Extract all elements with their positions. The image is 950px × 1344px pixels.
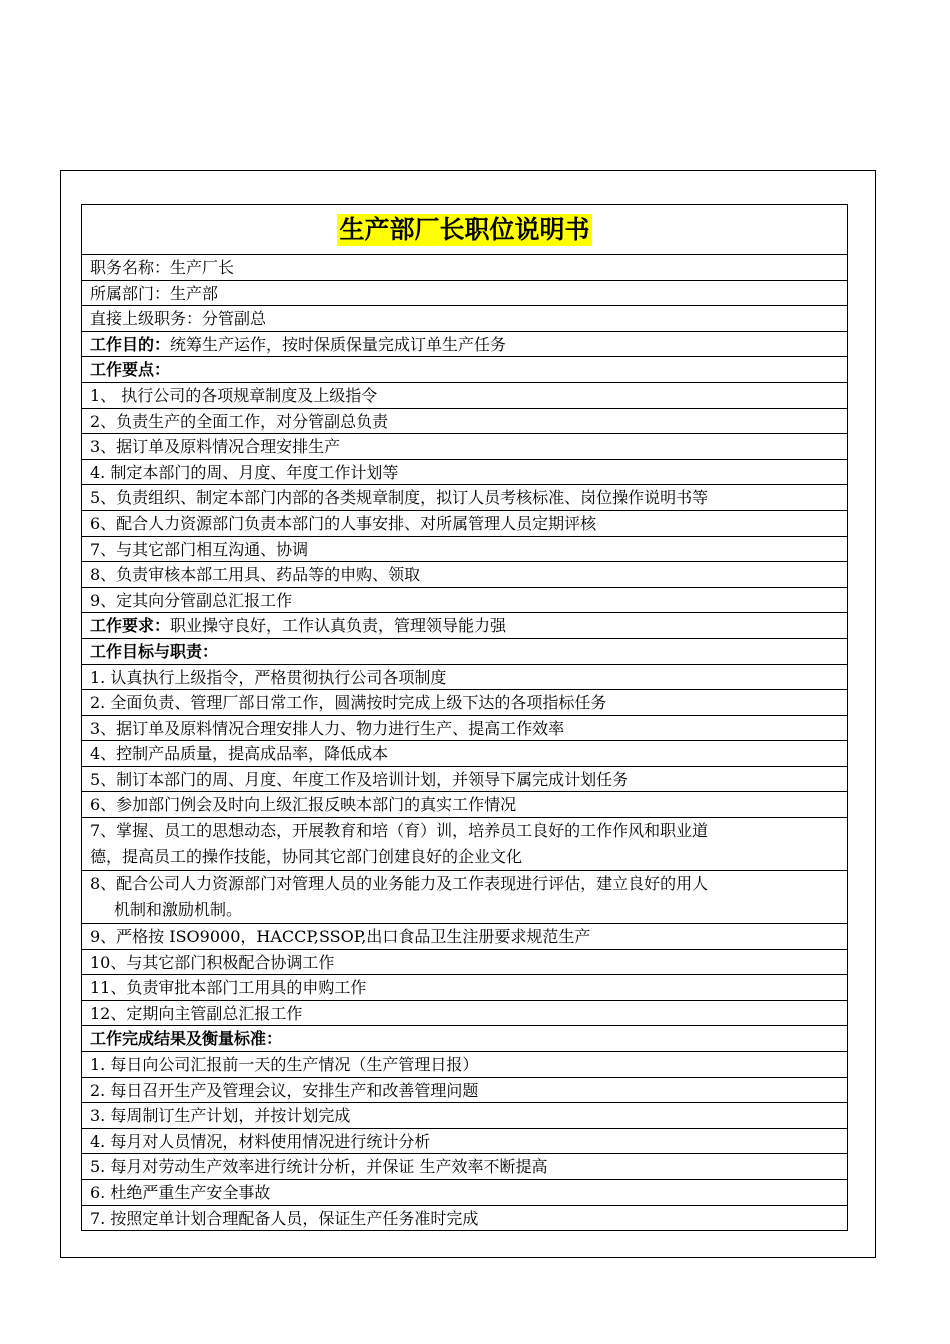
department-row bbox=[82, 281, 847, 307]
result-item: 5. 每月对劳动生产效率进行统计分析，并保证 生产效率不断提高 bbox=[82, 1154, 847, 1180]
position-label: 职务名称： bbox=[90, 258, 171, 277]
key-point-item: 4. 制定本部门的周、月度、年度工作计划等 bbox=[82, 460, 847, 486]
requirements-label: 工作要求： bbox=[90, 616, 171, 636]
duty-item: 12、定期向主管副总汇报工作 bbox=[82, 1001, 847, 1027]
department-label: 所属部门： bbox=[90, 283, 171, 303]
title-row bbox=[82, 205, 847, 255]
result-item: 6. 杜绝严重生产安全事故 bbox=[82, 1180, 847, 1206]
duties-heading: 工作目标与职责： bbox=[82, 639, 847, 665]
superior-row bbox=[82, 306, 847, 332]
key-point-item: 8、负责审核本部工用具、药品等的申购、领取 bbox=[82, 562, 847, 588]
job-description-table bbox=[81, 204, 848, 1231]
duty-item: 10、与其它部门积极配合协调工作 bbox=[82, 950, 847, 976]
purpose-label: 工作目的： bbox=[90, 334, 171, 354]
duty-item-8 bbox=[82, 871, 847, 924]
requirements-row bbox=[82, 613, 847, 639]
duty-item-7-line1: 7、掌握、员工的思想动态，开展教育和培（育）训，培养员工良好的工作作风和职业道 bbox=[90, 821, 709, 841]
duty-item: 5、制订本部门的周、月度、年度工作及培训计划，并领导下属完成计划任务 bbox=[82, 767, 847, 793]
result-item: 3. 每周制订生产计划，并按计划完成 bbox=[82, 1103, 847, 1129]
duty-item: 9、严格按 ISO9000，HACCP,SSOP,出口食品卫生注册要求规范生产 bbox=[82, 924, 847, 950]
document-title: 生产部厂长职位说明书 bbox=[339, 215, 590, 244]
requirements-value: 职业操守良好，工作认真负责，管理领导能力强 bbox=[170, 616, 507, 636]
duty-item: 1. 认真执行上级指令，严格贯彻执行公司各项制度 bbox=[82, 665, 847, 691]
duty-item: 11、负责审批本部门工用具的申购工作 bbox=[82, 975, 847, 1001]
result-item: 2. 每日召开生产及管理会议，安排生产和改善管理问题 bbox=[82, 1078, 847, 1104]
duty-item-7-line2: 德，提高员工的操作技能，协同其它部门创建良好的企业文化 bbox=[90, 846, 523, 866]
result-item: 4. 每月对人员情况，材料使用情况进行统计分析 bbox=[82, 1129, 847, 1155]
position-value: 生产厂长 bbox=[170, 258, 235, 277]
key-point-item: 7、与其它部门相互沟通、协调 bbox=[82, 537, 847, 563]
key-point-item: 1、 执行公司的各项规章制度及上级指令 bbox=[82, 383, 847, 409]
results-heading: 工作完成结果及衡量标准： bbox=[82, 1026, 847, 1052]
duty-item-7 bbox=[82, 818, 847, 871]
superior-value: 分管副总 bbox=[202, 309, 267, 329]
position-row bbox=[82, 255, 847, 281]
key-point-item: 6、配合人力资源部门负责本部门的人事安排、对所属管理人员定期评核 bbox=[82, 511, 847, 537]
key-point-item: 3、据订单及原料情况合理安排生产 bbox=[82, 434, 847, 460]
duty-item: 4、控制产品质量，提高成品率，降低成本 bbox=[82, 741, 847, 767]
duty-item-8-line2: 机制和激励机制。 bbox=[114, 899, 243, 919]
page-frame bbox=[60, 170, 876, 1258]
duty-item: 2. 全面负责、管理厂部日常工作，圆满按时完成上级下达的各项指标任务 bbox=[82, 690, 847, 716]
duty-item: 6、参加部门例会及时向上级汇报反映本部门的真实工作情况 bbox=[82, 792, 847, 818]
result-item: 1. 每日向公司汇报前一天的生产情况（生产管理日报） bbox=[82, 1052, 847, 1078]
purpose-value: 统筹生产运作，按时保质保量完成订单生产任务 bbox=[170, 334, 507, 354]
key-points-heading: 工作要点： bbox=[82, 357, 847, 383]
key-point-item: 9、定其向分管副总汇报工作 bbox=[82, 588, 847, 614]
key-point-item: 2、负责生产的全面工作，对分管副总负责 bbox=[82, 409, 847, 435]
purpose-row bbox=[82, 332, 847, 358]
department-value: 生产部 bbox=[170, 283, 219, 303]
duty-item: 3、据订单及原料情况合理安排人力、物力进行生产、提高工作效率 bbox=[82, 716, 847, 742]
result-item: 7. 按照定单计划合理配备人员，保证生产任务准时完成 bbox=[82, 1206, 847, 1232]
key-point-item: 5、负责组织、制定本部门内部的各类规章制度，拟订人员考核标准、岗位操作说明书等 bbox=[82, 485, 847, 511]
superior-label: 直接上级职务： bbox=[90, 309, 203, 329]
duty-item-8-line1: 8、配合公司人力资源部门对管理人员的业务能力及工作表现进行评估，建立良好的用人 bbox=[90, 874, 709, 894]
